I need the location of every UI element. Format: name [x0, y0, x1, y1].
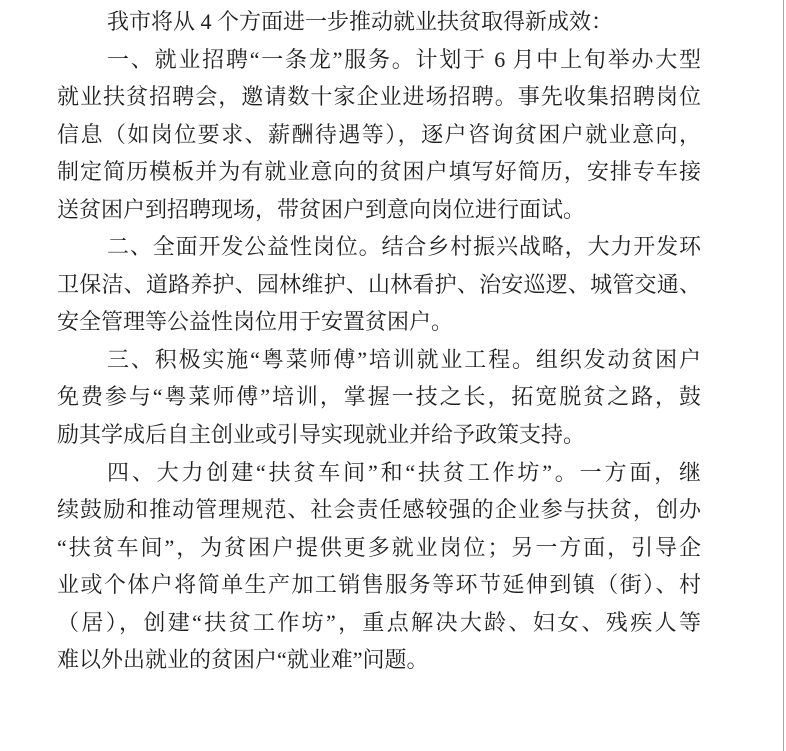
document-text-block [57, 3, 701, 679]
text-line: 励其学成后自主创业或引导实现就业并给予政策支持。 [57, 422, 586, 448]
text-line: 业或个体户将简单生产加工销售服务等环节延伸到镇（街）、村 [57, 572, 701, 598]
text-line: “扶贫车间”，为贫困户提供更多就业岗位；另一方面，引导企 [57, 534, 701, 560]
text-line: 三、积极实施“粤菜师傅”培训就业工程。组织发动贫困户 [107, 346, 701, 372]
text-line: 安全管理等公益性岗位用于安置贫困户。 [57, 309, 454, 335]
text-line: 二、全面开发公益性岗位。结合乡村振兴战略，大力开发环 [107, 234, 701, 260]
text-line: 免费参与“粤菜师傅”培训，掌握一技之长，拓宽脱贫之路，鼓 [57, 384, 701, 410]
text-line: 就业扶贫招聘会，邀请数十家企业进场招聘。事先收集招聘岗位 [57, 84, 701, 110]
text-line: 送贫困户到招聘现场，带贫困户到意向岗位进行面试。 [57, 196, 586, 222]
text-line: （居），创建“扶贫工作坊”，重点解决大龄、妇女、残疾人等 [57, 609, 701, 635]
text-line: 卫保洁、道路养护、园林维护、山林看护、治安巡逻、城管交通、 [57, 271, 701, 297]
text-line: 续鼓励和推动管理规范、社会责任感较强的企业参与扶贫，创办 [57, 497, 701, 523]
page-right-edge-divider [783, 0, 784, 751]
text-line: 一、就业招聘“一条龙”服务。计划于 6 月中上旬举办大型 [107, 46, 701, 72]
text-line: 制定简历模板并为有就业意向的贫困户填写好简历，安排专车接 [57, 159, 701, 185]
text-line: 难以外出就业的贫困户“就业难”问题。 [57, 647, 429, 673]
text-line: 我市将从 4 个方面进一步推动就业扶贫取得新成效： [107, 9, 614, 34]
text-line: 信息（如岗位要求、薪酬待遇等），逐户咨询贫困户就业意向， [57, 121, 701, 147]
text-line: 四、大力创建“扶贫车间”和“扶贫工作坊”。一方面，继 [107, 459, 701, 485]
